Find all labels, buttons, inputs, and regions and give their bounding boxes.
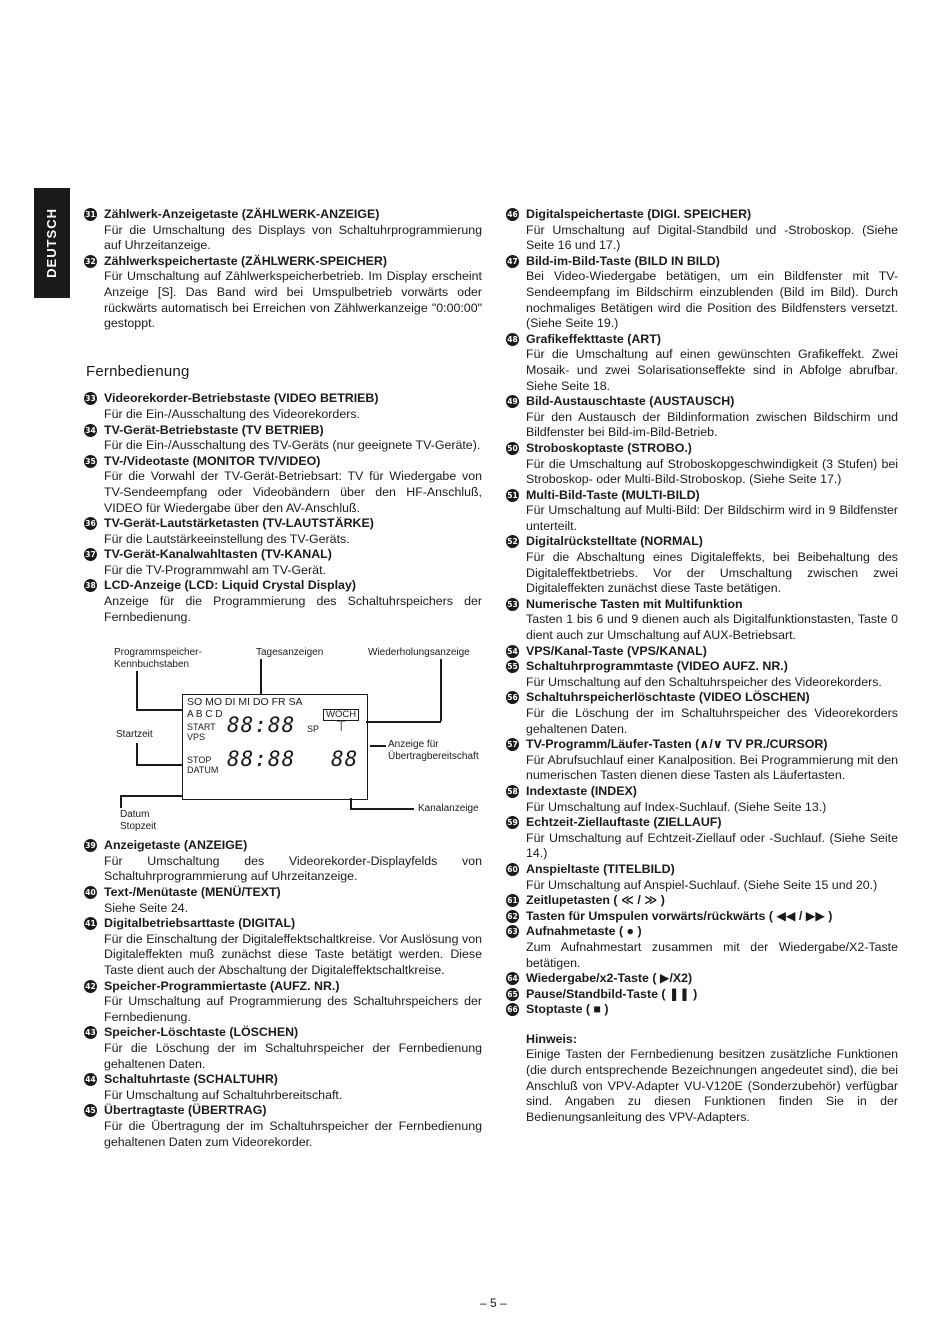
lcd-stop: STOP <box>187 755 212 766</box>
left-bottom-list <box>84 838 482 1150</box>
number-badge-icon: 50 <box>507 443 518 453</box>
key-description: Für die Löschung der im Schaltuhrspeicher der Fernbedienung gehaltenen Daten. <box>104 1040 482 1071</box>
number-badge-icon: 42 <box>85 981 96 991</box>
leader-line-tagesanzeigen <box>260 659 262 695</box>
label-programmspeicher: Programmspeicher- <box>114 647 202 659</box>
key-entry <box>506 488 898 535</box>
leader-line-startzeit-h <box>136 764 182 766</box>
key-description: Bei Video-Wiedergabe betätigen, um ein Bildfenster mit TV-Sendeempfang im Bildschirm einzublenden (Bild im Bild). Durch nochmaliges Betätigen wird die Position des Bildfensters versetzt. (Siehe Seite 19.) <box>526 269 898 331</box>
key-heading: Zählwerkspeichertaste (ZÄHLWERK-SPEICHER) <box>104 253 387 268</box>
lcd-weekly: WÖCH <box>323 709 359 721</box>
key-entry <box>506 332 898 394</box>
lcd-datum: DATUM <box>187 765 219 776</box>
leader-line-wiederholung-h <box>366 721 441 723</box>
leader-line-startzeit <box>136 743 138 765</box>
key-heading: TV-Programm/Läufer-Tasten (∧/∨ TV PR./CURSOR) <box>526 737 828 752</box>
lcd-vps: VPS <box>187 732 206 743</box>
number-badge-icon: 31 <box>85 210 96 219</box>
number-badge-icon: 48 <box>507 334 518 344</box>
key-entry <box>506 862 898 893</box>
key-description: Zum Aufnahmestart zusammen mit der Wiedergabe/X2-Taste betätigen. <box>526 939 898 970</box>
key-heading: TV-Gerät-Kanalwahltasten (TV-KANAL) <box>104 547 332 562</box>
key-heading: Schaltuhrtaste (SCHALTUHR) <box>104 1072 278 1087</box>
key-description: Für Umschaltung auf Schaltuhrbereitschaft. <box>104 1087 343 1102</box>
number-badge-icon: 52 <box>507 537 518 547</box>
key-entry <box>84 1072 482 1103</box>
lcd-days: SO MO DI MI DO FR SA <box>187 696 303 709</box>
label-uebertrag: Übertragbereitschaft <box>388 751 479 763</box>
number-badge-icon: 64 <box>507 974 518 984</box>
key-entry <box>506 597 898 644</box>
key-description: Für die Ein-/Ausschaltung des Videorekorders. <box>104 406 360 421</box>
key-description: Für die Umschaltung auf Stroboskopgeschwindigkeit (3 Stufen) bei Stroboskop- oder Multi-Bild-Stroboskop. (Siehe Seite 17.) <box>526 456 898 487</box>
leader-line-kennbuchstaben-h <box>136 709 182 711</box>
number-badge-icon: 43 <box>85 1028 96 1038</box>
key-heading: Digitalspeichertaste (DIGI. SPEICHER) <box>526 207 752 221</box>
key-description: Für die Löschung der im Schaltuhrspeicher des Videorekorders gehaltenen Daten. <box>526 706 898 736</box>
key-description: Für Umschaltung auf Multi-Bild: Der Bildschirm wird in 9 Bildfenster unterteilt. <box>526 503 898 533</box>
key-entry <box>506 534 898 596</box>
key-description: Für die Einschaltung der Digitaleffektschaltkreise. Vor Auslösung von Digitaleffekten muß zunächst diese Taste betätigt werden. Diese Taste dient auch der Abschaltung der Digitaleffektschaltkreise. <box>104 931 482 977</box>
key-heading: Text-/Menütaste (MENÜ/TEXT) <box>104 885 281 900</box>
section-title: Fernbedienung <box>86 362 190 380</box>
key-heading: Zählwerk-Anzeigetaste (ZÄHLWERK-ANZEIGE) <box>104 207 380 221</box>
key-entry <box>84 254 482 332</box>
key-heading: Indextaste (INDEX) <box>526 783 637 798</box>
label-startzeit: Startzeit <box>116 729 153 741</box>
key-heading: Anspieltaste (TITELBILD) <box>526 861 675 876</box>
leader-line-kanal-h <box>350 808 414 810</box>
lcd-start: START <box>187 722 216 733</box>
key-heading: Bild-Austauschtaste (AUSTAUSCH) <box>526 394 735 409</box>
key-description: Siehe Seite 24. <box>104 900 189 915</box>
number-badge-icon: 32 <box>85 256 96 266</box>
key-heading: Wiedergabe/x2-Taste ( ▶/X2) <box>526 971 693 986</box>
key-heading: Numerische Tasten mit Multifunktion <box>526 596 743 611</box>
key-entry <box>506 690 898 737</box>
key-description: Anzeige für die Programmierung des Schaltuhrspeichers der Fernbedienung. <box>104 594 482 624</box>
key-entry <box>506 815 898 862</box>
key-entry <box>506 924 898 971</box>
key-entry <box>84 979 482 1026</box>
key-heading: Tasten für Umspulen vorwärts/rückwärts ( ◀◀ / ▶▶ ) <box>526 908 833 923</box>
number-badge-icon: 38 <box>85 581 96 591</box>
key-entry <box>84 207 482 254</box>
key-description: Für die Umschaltung auf einen gewünschten Grafikeffekt. Zwei Mosaik- und zwei Solarisationseffekte sind in Abfolge abrufbar. Siehe Seite 18. <box>526 347 898 393</box>
key-heading: Stoptaste ( ■ ) <box>526 1002 609 1017</box>
key-description: Für Umschaltung auf Digital-Standbild und -Stroboskop. (Siehe Seite 16 und 17.) <box>526 222 898 253</box>
key-entry <box>506 909 898 925</box>
number-badge-icon: 59 <box>507 818 518 828</box>
right-column <box>506 207 898 1125</box>
key-heading: Aufnahmetaste ( ● ) <box>526 924 642 939</box>
key-heading: Echtzeit-Ziellauftaste (ZIELLAUF) <box>526 815 722 830</box>
number-badge-icon: 54 <box>507 646 518 656</box>
key-heading: Schaltuhrprogrammtaste (VIDEO AUFZ. NR.) <box>526 659 788 674</box>
number-badge-icon: 33 <box>85 394 96 404</box>
left-column <box>84 207 482 1150</box>
hint-text: Einige Tasten der Fernbedienung besitzen zusätzliche Funktionen (die durch entsprechende Bezeichnungen angedeutet sind), die bei Anschluß von VPV-Adapter VU-V120E (Sonderzubehör) verfügbar sind. Angaben zu diesen Funktionen finden Sie in der Bedienungsanleitung des VPV-Adapters. <box>526 1047 898 1124</box>
number-badge-icon: 41 <box>85 919 96 929</box>
key-description: Für Umschaltung auf Echtzeit-Ziellauf oder -Suchlauf. (Siehe Seite 14.) <box>526 830 898 861</box>
key-heading: Übertragtaste (ÜBERTRAG) <box>104 1103 267 1118</box>
language-tab <box>34 188 70 298</box>
number-badge-icon: 49 <box>507 397 518 407</box>
key-description: Für Umschaltung auf Anspiel-Suchlauf. (Siehe Seite 15 und 20.) <box>526 877 878 892</box>
leader-line-datum-h <box>120 795 182 797</box>
page-number: – 5 – <box>480 1296 507 1310</box>
number-badge-icon: 56 <box>507 693 518 703</box>
key-entry <box>84 391 482 422</box>
number-badge-icon: 34 <box>85 425 96 435</box>
number-badge-icon: 40 <box>85 888 96 898</box>
label-datum: Datum <box>120 809 150 821</box>
lcd-digits-top: 88:88 <box>227 713 296 738</box>
number-badge-icon: 37 <box>85 550 96 560</box>
key-entry <box>84 516 482 547</box>
key-entry <box>84 1103 482 1150</box>
number-badge-icon: 57 <box>507 740 518 750</box>
number-badge-icon: 55 <box>507 662 518 672</box>
lcd-diagram <box>84 647 482 833</box>
key-description: Für Umschaltung auf Zählwerkspeicherbetrieb. Im Display erscheint Anzeige [S]. Das Band wird bei Umspulbetrieb vorwärts oder rückwärts automatisch bei Erreichen von Zählwerkanzeige "0:00:00" gestoppt. <box>104 269 482 331</box>
key-heading: Pause/Standbild-Taste ( ❚❚ ) <box>526 986 698 1001</box>
key-heading: VPS/Kanal-Taste (VPS/KANAL) <box>526 643 707 658</box>
key-heading: TV-Gerät-Lautstärketasten (TV-LAUTSTÄRKE) <box>104 516 374 531</box>
antenna-icon: ⍑ <box>337 718 346 735</box>
key-entry <box>84 916 482 978</box>
key-description: Für Abrufsuchlauf einer Kanalposition. Bei Programmierung mit den numerischen Tasten dienen diese Tasten als Läufertasten. <box>526 752 898 783</box>
key-entry <box>506 1002 898 1018</box>
key-entry <box>84 423 482 454</box>
number-badge-icon: 46 <box>507 210 518 219</box>
key-heading: LCD-Anzeige (LCD: Liquid Crystal Display) <box>104 578 356 593</box>
key-heading: Videorekorder-Betriebstaste (VIDEO BETRIEB) <box>104 391 379 406</box>
leader-line-uebertrag <box>370 745 386 747</box>
key-heading: Anzeigetaste (ANZEIGE) <box>104 838 248 853</box>
right-list <box>506 207 898 1018</box>
number-badge-icon: 39 <box>85 841 96 851</box>
key-description: Für Umschaltung auf Programmierung des Schaltuhrspeichers der Fernbedienung. <box>104 994 482 1024</box>
key-heading: Speicher-Programmiertaste (AUFZ. NR.) <box>104 978 340 993</box>
key-description: Für die Abschaltung eines Digitaleffekts, bei Beibehaltung des Digitaleffektbetriebs. Vor der Umschaltung zwischen zwei Digitaleffekten zunächst diese Taste betätigen. <box>526 550 898 596</box>
key-heading: Schaltuhrspeicherlöschtaste (VIDEO LÖSCHEN) <box>526 690 810 705</box>
left-top-list <box>84 207 482 332</box>
number-badge-icon: 58 <box>507 786 518 796</box>
key-entry <box>506 784 898 815</box>
key-entry <box>506 441 898 488</box>
number-badge-icon: 36 <box>85 519 96 529</box>
key-entry <box>84 578 482 625</box>
key-description: Für Umschaltung auf den Schaltuhrspeicher des Videorekorders. <box>526 674 882 689</box>
key-entry <box>506 644 898 660</box>
key-heading: Digitalrückstelltate (NORMAL) <box>526 534 703 549</box>
number-badge-icon: 51 <box>507 490 518 500</box>
number-badge-icon: 53 <box>507 599 518 609</box>
key-entry <box>506 971 898 987</box>
language-tab-label: DEUTSCH <box>44 208 60 278</box>
number-badge-icon: 60 <box>507 864 518 874</box>
number-badge-icon: 65 <box>507 989 518 999</box>
key-heading: Zeitlupetasten ( ≪ / ≫ ) <box>526 893 665 908</box>
key-description: Tasten 1 bis 6 und 9 dienen auch als Digitalfunktionstasten, Taste 0 dient auch zur Umschaltung auf AUX-Betriebsart. <box>526 612 898 643</box>
number-badge-icon: 47 <box>507 256 518 266</box>
key-description: Für die Vorwahl der TV-Gerät-Betriebsart: TV für Wiedergabe von TV-Sendeempfang oder Videobändern über den HF-Anschluß, VIDEO für Wiedergabe über den AV-Anschluß. <box>104 469 482 515</box>
number-badge-icon: 61 <box>507 896 518 906</box>
lcd-display <box>182 694 368 800</box>
key-heading: Stroboskoptaste (STROBO.) <box>526 440 692 455</box>
key-description: Für die Lautstärkeeinstellung des TV-Geräts. <box>104 531 350 546</box>
key-entry <box>506 987 898 1003</box>
hint-box <box>506 1032 898 1126</box>
label-stopzeit: Stopzeit <box>120 821 157 833</box>
key-description: Für die Ein-/Ausschaltung des TV-Geräts (nur geeignete TV-Geräte). <box>104 438 481 453</box>
key-entry <box>84 838 482 885</box>
key-heading: TV-/Videotaste (MONITOR TV/VIDEO) <box>104 453 321 468</box>
key-entry <box>506 207 898 254</box>
left-mid-list <box>84 391 482 625</box>
number-badge-icon: 35 <box>85 456 96 466</box>
key-description: Für Umschaltung auf Index-Suchlauf. (Siehe Seite 13.) <box>526 799 827 814</box>
label-anzeige-fuer: Anzeige für <box>388 739 439 751</box>
lcd-digits-bottom: 88:88 <box>227 747 296 772</box>
label-kanal: Kanalanzeige <box>418 803 479 815</box>
key-entry <box>506 659 898 690</box>
key-heading: Grafikeffekttaste (ART) <box>526 331 661 346</box>
key-description: Für die TV-Programmwahl am TV-Gerät. <box>104 562 326 577</box>
key-entry <box>84 1025 482 1072</box>
label-tagesanzeigen: Tagesanzeigen <box>256 647 324 659</box>
key-entry <box>506 893 898 909</box>
number-badge-icon: 44 <box>85 1075 96 1085</box>
key-heading: Digitalbetriebsarttaste (DIGITAL) <box>104 916 296 931</box>
key-description: Für Umschaltung des Videorekorder-Displayfelds von Schaltuhrprogrammierung auf Uhrzeitanzeige. <box>104 853 482 884</box>
number-badge-icon: 63 <box>507 927 518 937</box>
key-heading: TV-Gerät-Betriebstaste (TV BETRIEB) <box>104 422 324 437</box>
key-entry <box>84 547 482 578</box>
key-entry <box>84 885 482 916</box>
key-heading: Multi-Bild-Taste (MULTI-BILD) <box>526 487 700 502</box>
number-badge-icon: 66 <box>507 1005 518 1015</box>
number-badge-icon: 62 <box>507 911 518 921</box>
number-badge-icon: 45 <box>85 1106 96 1116</box>
leader-line-kennbuchstaben <box>136 671 138 709</box>
key-entry <box>506 737 898 784</box>
lcd-sp: SP <box>307 724 320 735</box>
key-description: Für die Übertragung der im Schaltuhrspeicher der Fernbedienung gehaltenen Daten zum Videorekorder. <box>104 1118 482 1149</box>
key-heading: Speicher-Löschtaste (LÖSCHEN) <box>104 1025 299 1040</box>
lcd-digits-channel: 88 <box>331 747 359 772</box>
key-heading: Bild-im-Bild-Taste (BILD IN BILD) <box>526 253 720 268</box>
leader-line-wiederholung <box>440 659 442 721</box>
leader-line-datum <box>120 795 122 808</box>
label-kennbuchstaben: Kennbuchstaben <box>114 659 190 671</box>
key-entry <box>84 454 482 516</box>
key-entry <box>506 394 898 441</box>
label-wiederholung: Wiederholungsanzeige <box>368 647 470 659</box>
key-description: Für den Austausch der Bildinformation zwischen Bildschirm und Bildfenster bei Bild-im-Bild-Betrieb. <box>526 409 898 440</box>
lcd-letters: A B C D <box>187 709 223 721</box>
key-description: Für die Umschaltung des Displays von Schaltuhrprogrammierung auf Uhrzeitanzeige. <box>104 222 482 253</box>
key-entry <box>506 254 898 332</box>
hint-title: Hinweis: <box>526 1031 577 1046</box>
